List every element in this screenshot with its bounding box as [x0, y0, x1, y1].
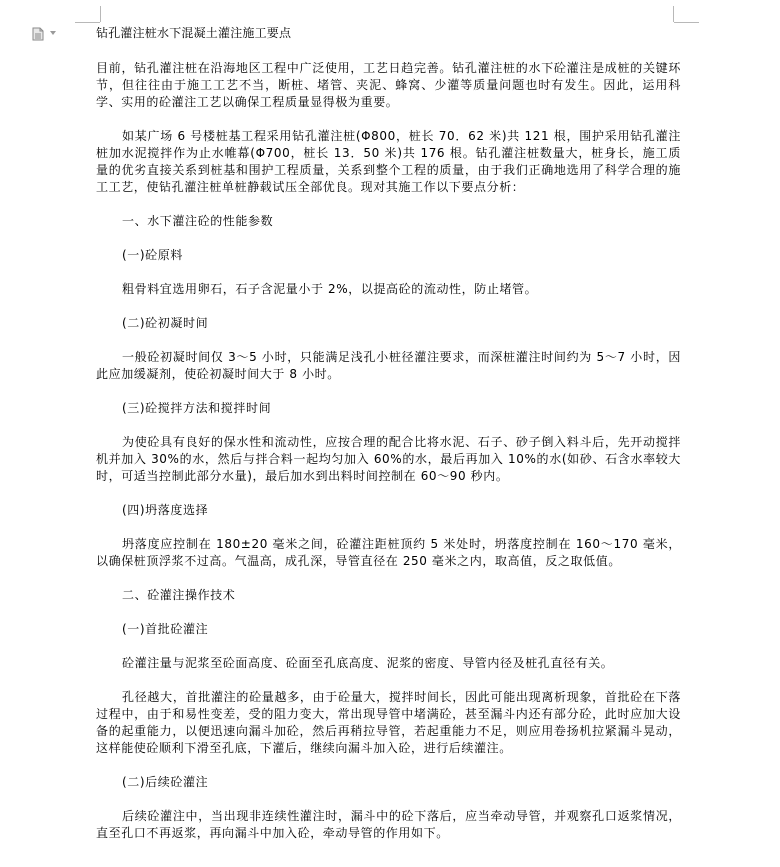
section-heading: (一)首批砼灌注 — [122, 622, 209, 636]
margin-corner-marker-right — [674, 22, 699, 23]
section-heading: (四)坍落度选择 — [122, 503, 209, 517]
margin-corner-marker-right — [673, 6, 674, 22]
document-body[interactable] — [96, 25, 681, 859]
section-heading: (二)后续砼灌注 — [122, 775, 209, 789]
document-icon[interactable] — [32, 27, 44, 41]
paragraph: 如某广场 6 号楼桩基工程采用钻孔灌注桩(Φ800，桩长 70．62 米)共 121 根，围护采用钻孔灌注桩加水泥搅拌作为止水帷幕(Φ700，桩长 13．50 米)共 176 根。钻孔灌注桩数量大，桩身长，施工质量的优劣直接关系到桩基和围护工程质量，关系到整个工程的质量，由于我们正确地选用了科学合理的施工工艺，使钻孔灌注桩单桩静载试压全部优良。现对其施工作以下要点分析： — [96, 129, 681, 194]
paragraph: 后续砼灌注中，当出现非连续性灌注时，漏斗中的砼下落后，应当牵动导管，并观察孔口返浆情况，直至孔口不再返浆，再向漏斗中加入砼，牵动导管的作用如下。 — [96, 809, 681, 840]
paragraph: 为使砼具有良好的保水性和流动性，应按合理的配合比将水泥、石子、砂子倒入料斗后，先开动搅拌机并加入 30%的水，然后与拌合料一起均匀加入 60%的水，最后再加入 10%的水(如砂、石含水率较大时，可适当控制此部分水量)，最后加水到出料时间控制在 60～90 秒内。 — [96, 435, 681, 483]
document-blocks — [96, 60, 681, 842]
paragraph: 一般砼初凝时间仅 3～5 小时，只能满足浅孔小桩径灌注要求，而深桩灌注时间约为 5～7 小时，因此应加缓凝剂，使砼初凝时间大于 8 小时。 — [96, 350, 681, 381]
section-heading: (三)砼搅拌方法和搅拌时间 — [122, 401, 272, 415]
paragraph: 孔径越大，首批灌注的砼量越多，由于砼量大，搅拌时间长，因此可能出现离析现象，首批砼在下落过程中，由于和易性变差，受的阻力变大，常出现导管中堵满砼，甚至漏斗内还有部分砼，此时应加大设备的起重能力，以便迅速向漏斗加砼，然后再稍拉导管，若起重能力不足，则应用卷扬机拉紧漏斗晃动，这样能使砼顺利下滑至孔底，下灌后，继续向漏斗加入砼，进行后续灌注。 — [96, 690, 681, 755]
section-heading: (一)砼原料 — [122, 248, 183, 262]
section-heading: (二)砼初凝时间 — [122, 316, 209, 330]
section-heading: 一、水下灌注砼的性能参数 — [122, 214, 274, 228]
paragraph: 坍落度应控制在 180±20 毫米之间，砼灌注距桩顶约 5 米处时，坍落度控制在 160～170 毫米，以确保桩顶浮浆不过高。气温高，成孔深，导管直径在 250 毫米之内，取高值，反之取低值。 — [96, 537, 681, 568]
caret-down-icon[interactable] — [50, 31, 56, 35]
section-heading: 二、砼灌注操作技术 — [122, 588, 236, 602]
paragraph: 粗骨料宜选用卵石，石子含泥量小于 2%，以提高砼的流动性，防止堵管。 — [122, 282, 538, 296]
document-title: 钻孔灌注桩水下混凝土灌注施工要点 — [96, 26, 292, 40]
margin-corner-marker-left — [100, 6, 101, 22]
paragraph: 砼灌注量与泥浆至砼面高度、砼面至孔底高度、泥浆的密度、导管内径及桩孔直径有关。 — [122, 656, 614, 670]
paragraph: 目前，钻孔灌注桩在沿海地区工程中广泛使用，工艺日趋完善。钻孔灌注桩的水下砼灌注是成桩的关键环节，但往往由于施工工艺不当，断桩、堵管、夹泥、蜂窝、少灌等质量问题也时有发生。因此，运用科学、实用的砼灌注工艺以确保工程质量显得极为重要。 — [96, 61, 681, 109]
margin-corner-marker-left — [75, 22, 100, 23]
